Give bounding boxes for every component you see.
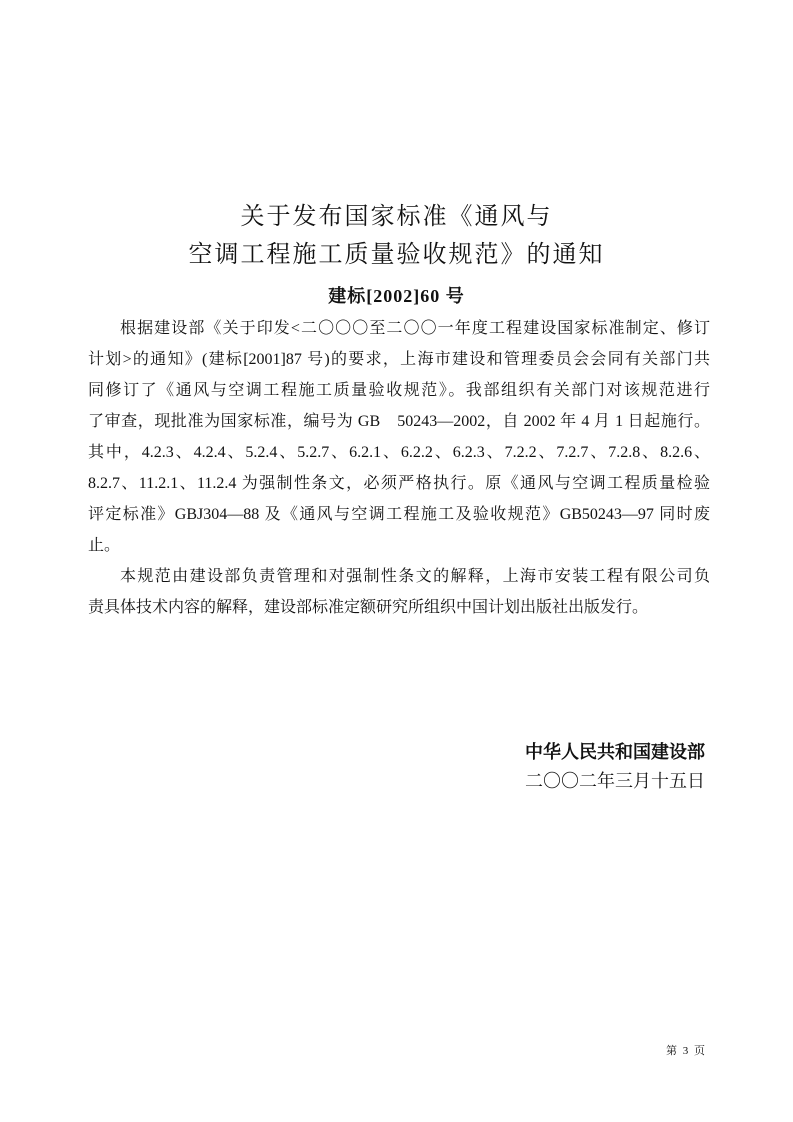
paragraph-line: 同修订了《通风与空调工程施工质量验收规范》。我部组织有关部门对该规范进行 (88, 382, 710, 399)
title-line-1: 关于发布国家标准《通风与 (240, 204, 553, 230)
notice-body (88, 318, 710, 628)
paragraph-line: 评定标准》GBJ304—88 及《通风与空调工程施工及验收规范》GB50243—97 同时废 (88, 506, 710, 523)
paragraph-line: 计划>的通知》(建标[2001]87 号)的要求，上海市建设和管理委员会会同有关部门共 (88, 351, 710, 368)
paragraph-line: 止。 (88, 537, 121, 554)
paragraph-line: 了审查，现批准为国家标准，编号为 GB 50243—2002，自 2002 年 4 月 1 日起施行。 (88, 413, 710, 430)
page-number: 第 3 页 (666, 1045, 705, 1057)
paragraph-line: 其中，4.2.3、4.2.4、5.2.4、5.2.7、6.2.1、6.2.2、6.2.3、7.2.2、7.2.7、7.2.8、8.2.6、 (88, 444, 710, 461)
document-number: 建标[2002]60 号 (328, 286, 465, 306)
paragraph-line: 根据建设部《关于印发<二〇〇〇至二〇〇一年度工程建设国家标准制定、修订 (120, 320, 710, 337)
issuer-signature: 中华人民共和国建设部 (525, 742, 705, 762)
paragraph-line: 8.2.7、11.2.1、11.2.4 为强制性条文，必须严格执行。原《通风与空调工程质量检验 (88, 475, 710, 492)
paragraph-line: 本规范由建设部负责管理和对强制性条文的解释，上海市安装工程有限公司负 (120, 568, 710, 585)
paragraph-line: 责具体技术内容的解释，建设部标准定额研究所组织中国计划出版社出版发行。 (88, 599, 649, 616)
issue-date: 二〇〇二年三月十五日 (525, 771, 705, 791)
title-line-2: 空调工程施工质量验收规范》的通知 (188, 242, 605, 268)
